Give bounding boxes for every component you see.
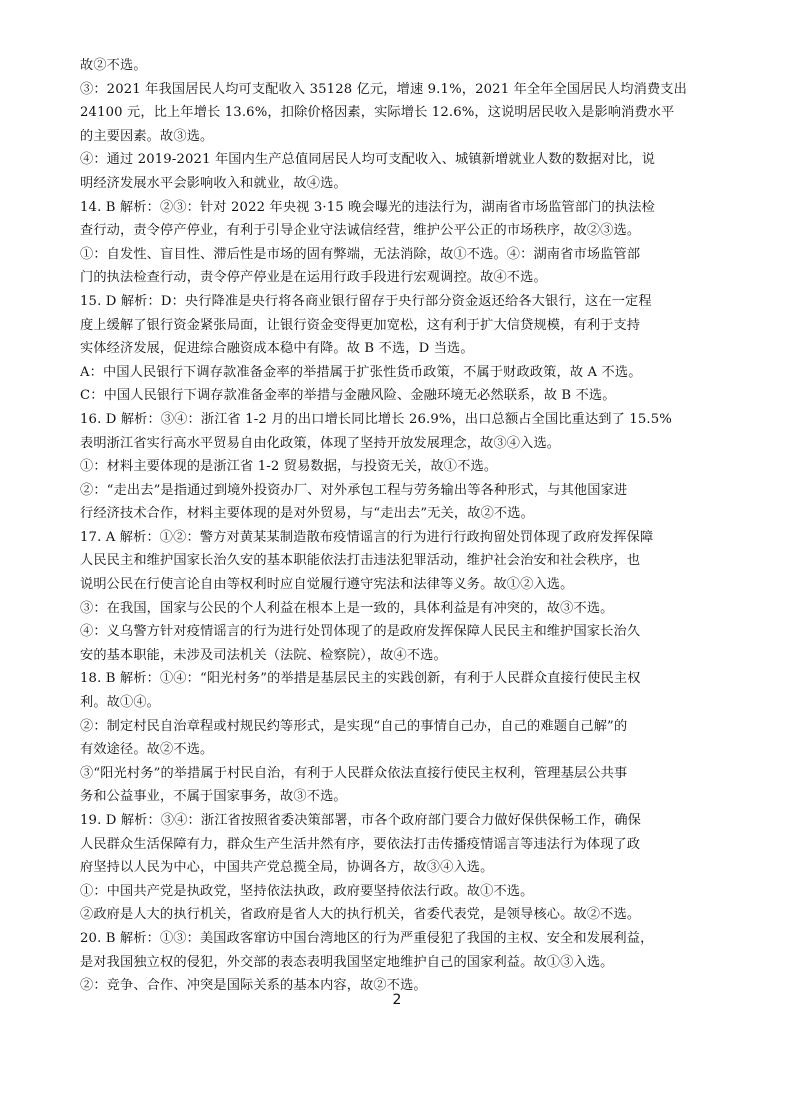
text-line: 18. B 解析：①④：“阳光村务”的举措是基层民主的实践创新，有利于人民群众直接行使民主权 bbox=[80, 671, 641, 687]
text-line: 19. D 解析：③④：浙江省按照省委决策部署，市各个政府部门要合力做好保供保畅工作，确保 bbox=[80, 813, 641, 828]
text-line: ④：通过 2019-2021 年国内生产总值同居民人均可支配收入、城镇新增就业人数的数据对比，说 bbox=[80, 152, 656, 168]
text-line: 务和公益事业，不属于国家事务，故③不选。 bbox=[80, 789, 347, 805]
text-line: ②：“走出去”是指通过到境外投资办厂、对外承包工程与劳务输出等各种形式，与其他国家进 bbox=[80, 482, 628, 498]
text-line: 17. A 解析：①②：警方对黄某某制造散布疫情谣言的行为进行行政拘留处罚体现了政府发挥保障 bbox=[80, 529, 654, 545]
text-line: ①：材料主要体现的是浙江省 1-2 贸易数据，与投资无关，故①不选。 bbox=[80, 459, 498, 475]
text-line: 利。故①④。 bbox=[80, 695, 161, 711]
text-line: 20. B 解析：①③：美国政客窜访中国台湾地区的行为严重侵犯了我国的主权、安全和发展利益， bbox=[80, 930, 654, 946]
text-line: 表明浙江省实行高水平贸易自由化政策，体现了坚持开放发展理念，故③④入选。 bbox=[80, 435, 561, 451]
text-line: ②：制定村民自治章程或村规民约等形式，是实现“自己的事情自己办，自己的难题自己解”的 bbox=[80, 718, 628, 734]
text-line: 人民民主和维护国家长治久安的基本职能依法打击违法犯罪活动，维护社会治安和社会秩序，也 bbox=[80, 553, 641, 569]
text-line: ④：义乌警方针对疫情谣言的行为进行处罚体现了的是政府发挥保障人民民主和维护国家长治久 bbox=[80, 624, 641, 640]
text-line: 是对我国独立权的侵犯，外交部的表态表明我国坚定地维护自己的国家利益。故①③入选。 bbox=[80, 954, 614, 970]
text-line: ①：中国共产党是执政党，坚持依法执政，政府要坚持依法行政。故①不选。 bbox=[80, 883, 534, 899]
text-line: A：中国人民银行下调存款准备金率的举措属于扩张性货币政策，不属于财政政策，故 A 不选。 bbox=[80, 364, 642, 380]
text-line: ①：自发性、盲目性、滞后性是市场的固有弊端，无法消除，故①不选。④：湖南省市场监管部 bbox=[80, 246, 641, 262]
text-line: 说明公民在行使言论自由等权利时应自觉履行遵守宪法和法律等义务。故①②入选。 bbox=[80, 577, 574, 593]
text-line: ③：2021 年我国居民人均可支配收入 35128 亿元，增速 9.1%，2021 年全年全国居民人均消费支出 bbox=[80, 81, 687, 97]
text-line: ③“阳光村务”的举措属于村民自治，有利于人民群众依法直接行使民主权利，管理基层公共事 bbox=[80, 765, 628, 781]
text-line: 人民群众生活保障有力，群众生产生活井然有序，要依法打击传播疫情谣言等违法行为体现了政 bbox=[80, 836, 641, 852]
text-line: 安的基本职能，未涉及司法机关（法院、检察院），故④不选。 bbox=[80, 647, 447, 663]
text-line: 明经济发展水平会影响收入和就业，故④选。 bbox=[80, 175, 347, 191]
text-line: 府坚持以人民为中心，中国共产党总揽全局，协调各方，故③④入选。 bbox=[80, 860, 494, 876]
text-line: 的主要因素。故③选。 bbox=[80, 128, 214, 144]
text-line: 有效途径。故②不选。 bbox=[80, 742, 214, 758]
text-line: ②：竞争、合作、冲突是国际关系的基本内容，故②不选。 bbox=[80, 978, 427, 994]
text-line: ③：在我国，国家与公民的个人利益在根本上是一致的，具体利益是有冲突的，故③不选。 bbox=[80, 600, 614, 616]
page-number: 2 bbox=[392, 992, 402, 1008]
text-line: 查行动，责令停产停业，有利于引导企业守法诚信经营，维护公平公正的市场秩序，故②③选。 bbox=[80, 223, 641, 239]
text-line: ②政府是人大的执行机关，省政府是省人大的执行机关，省委代表党，是领导核心。故②不选。 bbox=[80, 907, 641, 923]
text-line: C：中国人民银行下调存款准备金率的举措与金融风险、金融环境无必然联系，故 B 不选。 bbox=[80, 388, 616, 404]
answer-explanations-body bbox=[80, 54, 716, 998]
text-line: 实体经济发展，促进综合融资成本稳中有降。故 B 不选，D 当选。 bbox=[80, 341, 474, 357]
text-line: 16. D 解析：③④：浙江省 1-2 月的出口增长同比增长 26.9%，出口总额占全国比重达到了 15.5% bbox=[80, 411, 672, 427]
text-line: 24100 元，比上年增长 13.6%，扣除价格因素，实际增长 12.6%，这说明居民收入是影响消费水平 bbox=[80, 105, 675, 121]
text-line: 故②不选。 bbox=[80, 58, 147, 73]
text-line: 门的执法检查行动，责令停产停业是在运用行政手段进行宏观调控。故④不选。 bbox=[80, 270, 547, 286]
text-line: 15. D 解析：D：央行降准是央行将各商业银行留存于央行部分资金返还给各大银行，这在一定程 bbox=[80, 293, 652, 309]
text-line: 行经济技术合作，材料主要体现的是对外贸易，与“走出去”无关，故②不选。 bbox=[80, 506, 534, 522]
text-line: 14. B 解析：②③：针对 2022 年央视 3·15 晚会曝光的违法行为，湖南省市场监管部门的执法检 bbox=[80, 199, 655, 215]
text-line: 度上缓解了银行资金紧张局面，让银行资金变得更加宽松，这有利于扩大信贷规模，有利于支持 bbox=[80, 317, 641, 333]
